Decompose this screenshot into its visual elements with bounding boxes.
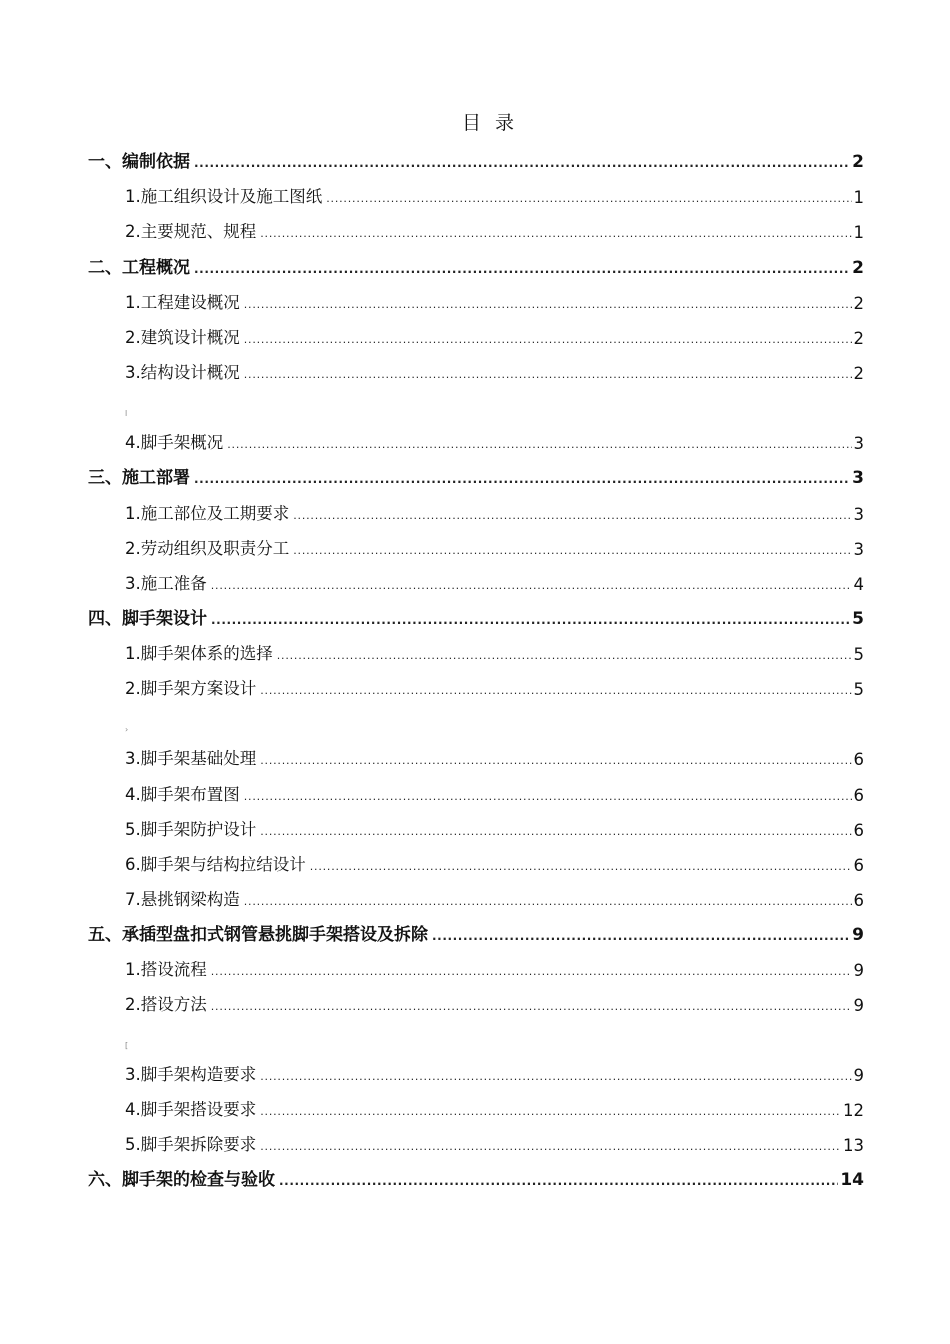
toc-page-number: 3: [853, 505, 864, 524]
toc-subsection-entry[interactable]: [125, 524, 864, 559]
toc-page-number: 2: [853, 329, 864, 348]
toc-dot-leader: [244, 787, 852, 801]
toc-dot-leader: [211, 576, 852, 590]
toc-dot-leader: [279, 1172, 838, 1186]
toc-entry-label: 6.脚手架与结构拉结设计: [125, 855, 306, 874]
toc-entry-label: 7.悬挑钢梁构造: [125, 890, 240, 909]
toc-page-number: 4: [853, 575, 864, 594]
toc-dot-leader: [244, 365, 852, 379]
toc-dot-leader: [244, 330, 852, 344]
toc-page-number: 5: [853, 680, 864, 699]
toc-dot-leader: [310, 857, 852, 871]
toc-page-number: 9: [853, 1066, 864, 1085]
toc-entry-label: 2.脚手架方案设计: [125, 679, 257, 698]
toc-subsection-entry[interactable]: [125, 278, 864, 313]
toc-subsection-entry[interactable]: [125, 840, 864, 875]
toc-dot-leader: [260, 1137, 841, 1151]
toc-entry-label: 4.脚手架概况: [125, 433, 224, 452]
toc-entry-label: 5.脚手架防护设计: [125, 820, 257, 839]
toc-dot-leader: [227, 435, 851, 449]
toc-entry-label: 4.脚手架搭设要求: [125, 1100, 257, 1119]
toc-dot-leader: [260, 681, 851, 695]
toc-section-entry[interactable]: [88, 594, 864, 629]
toc-subsection-entry[interactable]: [125, 348, 864, 383]
toc-page-number: 2: [853, 364, 864, 383]
toc-page-number: 3: [853, 540, 864, 559]
toc-dot-leader: [293, 541, 851, 555]
toc-dot-leader: [211, 611, 850, 625]
toc-subsection-entry[interactable]: [125, 1050, 864, 1085]
toc-subsection-entry[interactable]: [125, 489, 864, 524]
page-title: 目录: [461, 112, 528, 134]
toc-entry-label: 五、承插型盘扣式钢管悬挑脚手架搭设及拆除: [88, 925, 428, 945]
toc-subsection-entry[interactable]: [125, 559, 864, 594]
toc-entry-label: 2.搭设方法: [125, 995, 207, 1014]
toc-page-number: 9: [853, 996, 864, 1015]
toc-page-number: 6: [853, 750, 864, 769]
toc-entry-label: 4.脚手架布置图: [125, 785, 240, 804]
toc-entry-label: 3.结构设计概况: [125, 363, 240, 382]
toc-entry-label: 3.脚手架构造要求: [125, 1065, 257, 1084]
toc-section-entry[interactable]: [88, 137, 864, 172]
toc-subsection-entry[interactable]: [125, 980, 864, 1015]
toc-entry-label: 1.施工部位及工期要求: [125, 504, 290, 523]
toc-page-number: 9: [852, 925, 864, 945]
toc-entry-label: 三、施工部署: [88, 468, 190, 488]
toc-subsection-entry[interactable]: [125, 172, 864, 207]
toc-section-entry[interactable]: [88, 243, 864, 278]
toc-subsection-entry[interactable]: [125, 629, 864, 664]
toc-page-number: 9: [853, 961, 864, 980]
toc-subsection-entry[interactable]: [125, 1085, 864, 1120]
toc-page-number: 5: [852, 609, 864, 629]
toc-page-number: 6: [853, 891, 864, 910]
toc-entry-label: 3.施工准备: [125, 574, 207, 593]
toc-entry-label: 二、工程概况: [88, 258, 190, 278]
toc-dot-leader: [293, 506, 851, 520]
toc-subsection-entry[interactable]: [125, 418, 864, 453]
toc-page-number: 5: [853, 645, 864, 664]
toc-entry-label: 一、编制依据: [88, 152, 190, 172]
toc-dot-leader: [277, 646, 852, 660]
toc-page-number: 12: [843, 1101, 864, 1120]
toc-page-number: 1: [853, 188, 864, 207]
toc-entry-label: 2.建筑设计概况: [125, 328, 240, 347]
toc-dot-leader: [326, 189, 851, 203]
toc-entry-label: 四、脚手架设计: [88, 609, 207, 629]
toc-page-number: 3: [852, 468, 864, 488]
toc-subsection-entry[interactable]: [125, 734, 864, 769]
toc-page-number: 1: [853, 223, 864, 242]
toc-page-number: 6: [853, 821, 864, 840]
toc-subsection-entry[interactable]: [125, 770, 864, 805]
toc-page-number: 6: [853, 856, 864, 875]
toc-section-entry[interactable]: [88, 1155, 864, 1190]
toc-subsection-entry[interactable]: [125, 805, 864, 840]
toc-subsection-entry[interactable]: [125, 875, 864, 910]
toc-page-number: 2: [852, 152, 864, 172]
toc-entry-label: 1.脚手架体系的选择: [125, 644, 273, 663]
toc-page-number: 3: [853, 434, 864, 453]
toc-page-number: 2: [853, 294, 864, 313]
toc-section-entry[interactable]: [88, 453, 864, 488]
toc-page-number: 14: [840, 1170, 864, 1190]
toc-dot-leader: [260, 822, 851, 836]
toc-dot-leader: [194, 154, 850, 168]
toc-dot-leader: [260, 224, 851, 238]
toc-entry-label: 2.劳动组织及职责分工: [125, 539, 290, 558]
toc-page-number: 6: [853, 786, 864, 805]
toc-dot-leader: [211, 962, 852, 976]
stray-mark: [: [125, 1041, 129, 1050]
toc-section-entry[interactable]: [88, 910, 864, 945]
toc-dot-leader: [260, 1102, 841, 1116]
stray-mark: ›: [125, 725, 129, 734]
toc-dot-leader: [432, 927, 850, 941]
toc-dot-leader: [194, 470, 850, 484]
toc-subsection-entry[interactable]: [125, 664, 864, 699]
toc-subsection-entry[interactable]: [125, 945, 864, 980]
toc-entry-label: 5.脚手架拆除要求: [125, 1135, 257, 1154]
toc-entry-label: 1.工程建设概况: [125, 293, 240, 312]
toc-entry-label: 六、脚手架的检查与验收: [88, 1170, 275, 1190]
toc-dot-leader: [211, 997, 852, 1011]
toc-entry-label: 1.搭设流程: [125, 960, 207, 979]
toc-dot-leader: [260, 751, 851, 765]
toc-subsection-entry[interactable]: [125, 207, 864, 242]
toc-dot-leader: [244, 892, 852, 906]
toc-dot-leader: [194, 260, 850, 274]
toc-subsection-entry[interactable]: [125, 313, 864, 348]
toc-page-number: 13: [843, 1136, 864, 1155]
toc-entry-label: 1.施工组织设计及施工图纸: [125, 187, 323, 206]
toc-dot-leader: [260, 1067, 851, 1081]
toc-subsection-entry[interactable]: [125, 1120, 864, 1155]
stray-mark: l: [125, 409, 128, 418]
toc-entry-label: 3.脚手架基础处理: [125, 749, 257, 768]
toc-dot-leader: [244, 295, 852, 309]
toc-entry-label: 2.主要规范、规程: [125, 222, 257, 241]
toc-page-number: 2: [852, 258, 864, 278]
